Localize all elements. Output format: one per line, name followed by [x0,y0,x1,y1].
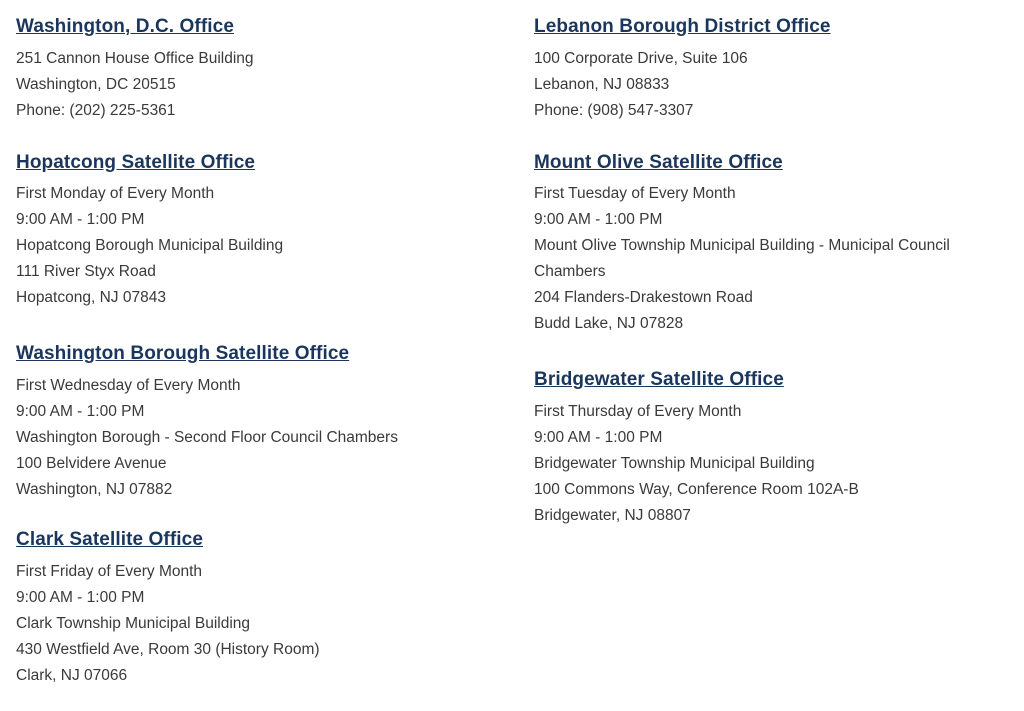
office-hours-line: 9:00 AM - 1:00 PM [534,211,663,229]
office-title-link[interactable]: Clark Satellite Office [16,528,203,550]
office-column-right [514,14,1012,553]
office-block [16,14,514,124]
office-address-line: 204 Flanders-Drakestown Road [534,289,753,307]
office-address-line: Clark, NJ 07066 [16,666,128,684]
office-address [16,46,514,124]
office-block [16,341,514,503]
office-title-link[interactable]: Washington, D.C. Office [16,16,234,37]
office-block [16,527,514,689]
office-address [16,181,514,311]
office-schedule-line: First Monday of Every Month [16,185,215,203]
office-block [534,367,1012,529]
office-address-line: Washington, DC 20515 [16,75,176,93]
office-address-line: 430 Westfield Ave, Room 30 (History Room) [16,640,320,658]
office-hours-line: 9:00 AM - 1:00 PM [16,588,145,606]
office-block [534,14,1012,124]
office-address-line: Washington, NJ 07882 [16,480,173,498]
office-address-line: Budd Lake, NJ 07828 [534,315,684,333]
office-address [534,181,1012,337]
office-title-link[interactable]: Washington Borough Satellite Office [16,343,350,365]
office-address-line: Washington Borough - Second Floor Council Chambers [16,428,398,446]
office-address-line: Hopatcong, NJ 07843 [16,289,166,307]
office-address-line: 111 River Styx Road [16,263,156,281]
office-address [16,559,514,689]
office-address-line: 251 Cannon House Office Building [16,49,254,67]
office-schedule-line: First Thursday of Every Month [534,402,742,420]
office-block [534,150,1012,338]
office-address-line: Lebanon, NJ 08833 [534,75,670,93]
office-address-line: Clark Township Municipal Building [16,614,251,632]
office-address [16,373,514,503]
office-address-line: Bridgewater, NJ 08807 [534,506,691,524]
office-title-link[interactable]: Lebanon Borough District Office [534,16,831,37]
office-address-line: Hopatcong Borough Municipal Building [16,237,284,255]
office-address-line: Bridgewater Township Municipal Building [534,454,815,472]
office-address [534,399,1012,529]
office-address [534,46,1012,124]
office-hours-line: 9:00 AM - 1:00 PM [534,428,663,446]
office-schedule-line: First Wednesday of Every Month [16,376,241,394]
office-phone-line: Phone: (202) 225-5361 [16,101,176,119]
office-address-line: 100 Belvidere Avenue [16,454,167,472]
office-phone-line: Phone: (908) 547-3307 [534,101,694,119]
office-block [16,150,514,312]
office-schedule-line: First Tuesday of Every Month [534,185,736,203]
office-schedule-line: First Friday of Every Month [16,562,203,580]
office-column-left [16,14,514,711]
office-columns [16,14,1012,711]
office-title-link[interactable]: Hopatcong Satellite Office [16,151,256,173]
office-hours-line: 9:00 AM - 1:00 PM [16,402,145,420]
office-hours-line: 9:00 AM - 1:00 PM [16,211,145,229]
office-address-line: 100 Corporate Drive, Suite 106 [534,49,748,67]
office-address-line: Mount Olive Township Municipal Building - Municipal Council Chambers [534,237,950,281]
office-title-link[interactable]: Mount Olive Satellite Office [534,151,783,173]
office-title-link[interactable]: Bridgewater Satellite Office [534,369,784,391]
office-address-line: 100 Commons Way, Conference Room 102A-B [534,480,859,498]
